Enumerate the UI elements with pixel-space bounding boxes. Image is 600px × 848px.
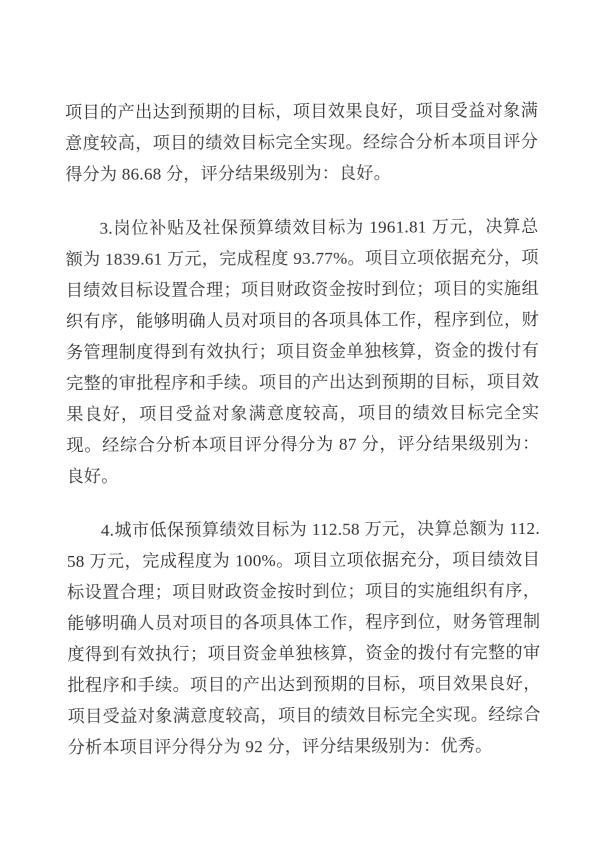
- paragraph-item-3: 3.岗位补贴及社保预算绩效目标为 1961.81 万元，决算总额为 1839.61 万元，完成程度 93.77%。项目立项依据充分，项目绩效目标设置合理；项目财政资金按时到位；项目的实施组织有序，能够明确人员对项目的各项具体工作，程序到位，财务管理制度得到有效执行；项目资金单独核算，资金的拨付有完整的审批程序和手续。项目的产出达到预期的目标，项目效果良好，项目受益对象满意度较高，项目的绩效目标完全实现。经综合分析本项目评分得分为 87 分，评分结果级别为：良好。: [65, 216, 540, 486]
- paragraph-continuation: 项目的产出达到预期的目标，项目效果良好，项目受益对象满意度较高，项目的绩效目标完全实现。经综合分析本项目评分得分为 86.68 分，评分结果级别为：良好。: [65, 100, 539, 184]
- document-text-block: [65, 95, 541, 786]
- paragraph-item-4: 4.城市低保预算绩效目标为 112.58 万元，决算总额为 112.58 万元，完成程度为 100%。项目立项依据充分，项目绩效目标设置合理；项目财政资金按时到位；项目的实施组织有序，能够明确人员对项目的各项具体工作，程序到位，财务管理制度得到有效执行；项目资金单独核算，资金的拨付有完整的审批程序和手续。项目的产出达到预期的目标，项目效果良好，项目受益对象满意度较高，项目的绩效目标完全实现。经综合分析本项目评分得分为 92 分，评分结果级别为：优秀。: [66, 518, 541, 757]
